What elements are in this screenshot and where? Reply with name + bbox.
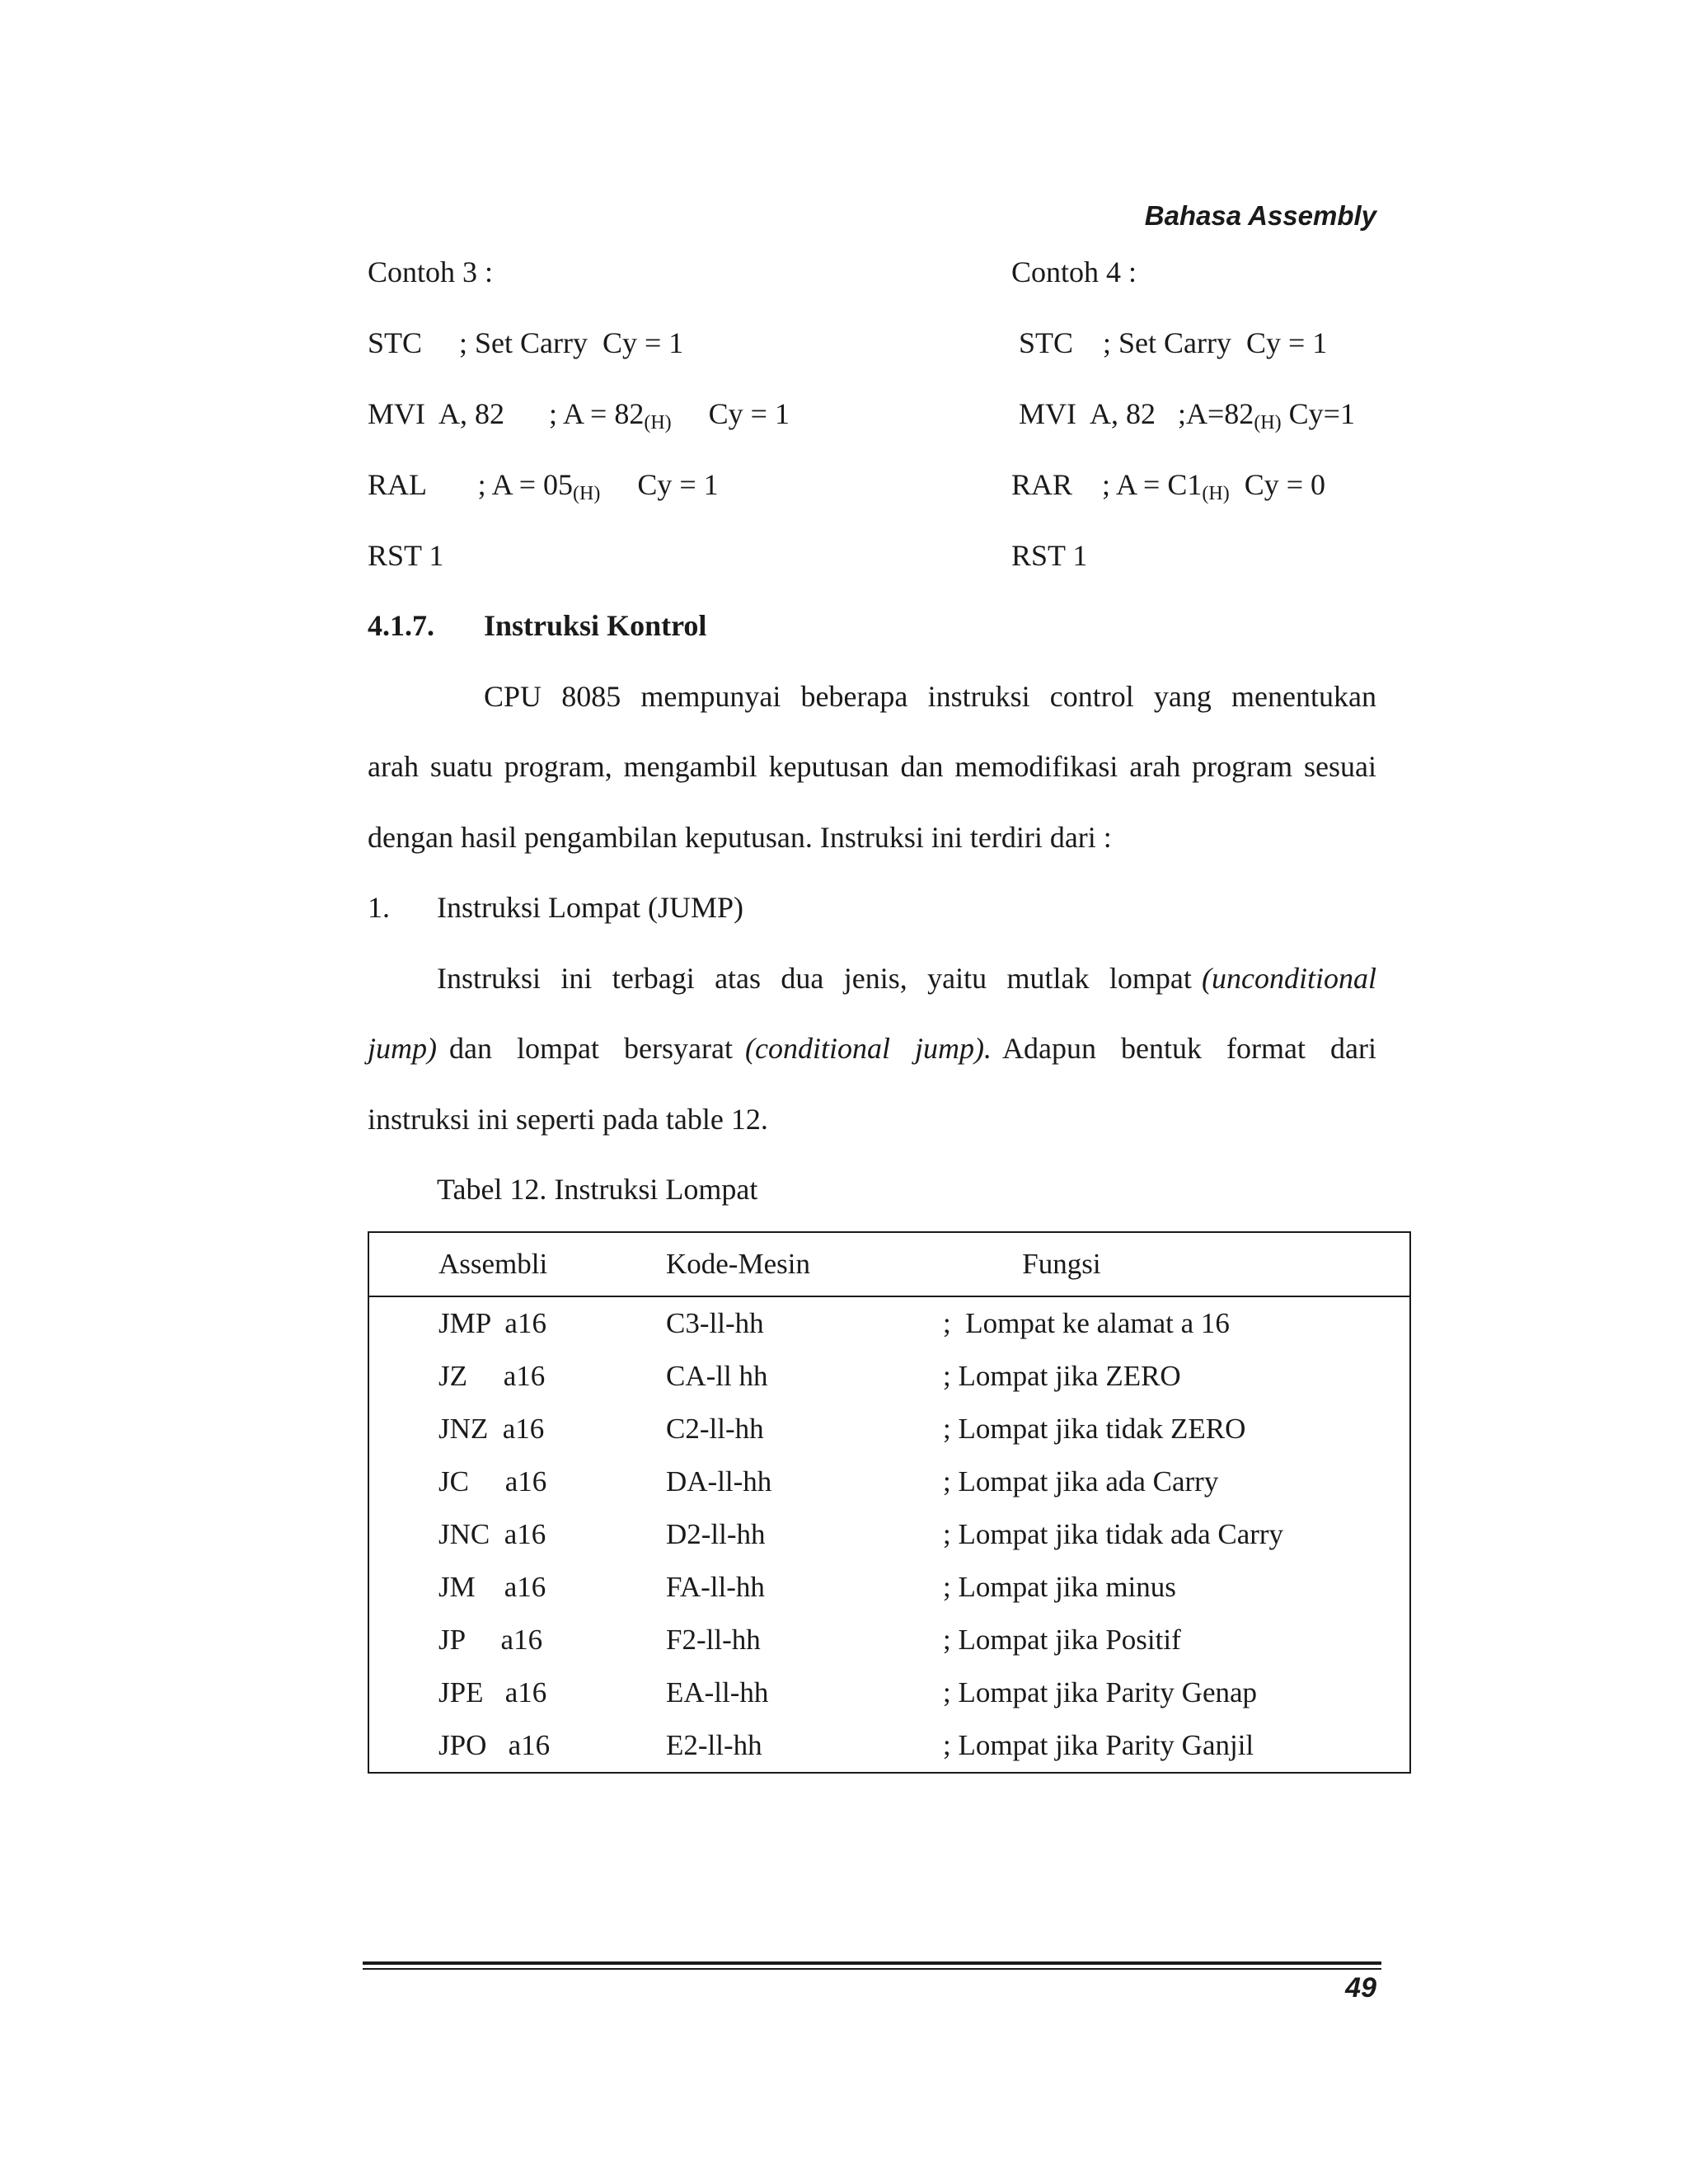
table-row: [368, 1455, 1410, 1508]
list-item-text: Instruksi Lompat (JUMP): [437, 891, 743, 924]
table-row: [368, 1508, 1410, 1561]
example4-line3: RAR ; $A = C1_{(H)}$ Cy = 0: [1011, 468, 1326, 504]
table-row: [368, 1403, 1410, 1455]
cell-assembli: JPE a16: [438, 1676, 547, 1708]
list-item-number: 1.: [368, 891, 390, 924]
jump-para-line3: instruksi ini seperti pada table 12.: [368, 1103, 768, 1136]
column-header-kode-mesin: Kode-Mesin: [666, 1232, 943, 1296]
example4-line1: STC ; Set Carry Cy = 1: [1019, 326, 1328, 359]
cell-kode-mesin: CA-ll hh: [666, 1360, 768, 1392]
cell-assembli: JPO a16: [438, 1729, 551, 1761]
example3-line4: RST 1: [368, 539, 444, 572]
cell-kode-mesin: C3-ll-hh: [666, 1307, 764, 1339]
table-header-row: [368, 1232, 1410, 1296]
page-number: 49: [1345, 1972, 1376, 2004]
cell-kode-mesin: C2-ll-hh: [666, 1413, 764, 1445]
jump-para-line2: jump) dan lompat bersyarat (conditional jump). Adapun bentuk format dari: [368, 1032, 1376, 1065]
example3-line1: STC ; Set Carry Cy = 1: [368, 326, 684, 359]
table-row: [368, 1614, 1410, 1666]
cell-fungsi: ; Lompat jika ada Carry: [943, 1465, 1219, 1497]
cell-kode-mesin: EA-ll-hh: [666, 1676, 769, 1708]
cell-assembli: JP a16: [438, 1624, 543, 1656]
intro-line2: arah suatu program, mengambil keputusan dan memodifikasi arah program sesuai: [368, 750, 1376, 783]
section-title: Instruksi Kontrol: [484, 609, 707, 642]
example3-title: Contoh 3 :: [368, 255, 494, 288]
cell-assembli: JC a16: [438, 1465, 547, 1497]
intro-line1: CPU 8085 mempunyai beberapa instruksi control yang menentukan: [484, 680, 1376, 713]
jump-para-line1: Instruksi ini terbagi atas dua jenis, yaitu mutlak lompat (unconditional: [437, 962, 1376, 995]
cell-fungsi: ; Lompat jika ZERO: [943, 1360, 1181, 1392]
cell-kode-mesin: DA-ll-hh: [666, 1465, 772, 1497]
cell-assembli: JM a16: [438, 1571, 546, 1603]
example4-line4: RST 1: [1011, 539, 1088, 572]
table-row: [368, 1719, 1410, 1773]
cell-assembli: JNZ a16: [438, 1413, 545, 1445]
cell-fungsi: ; Lompat jika tidak ZERO: [943, 1413, 1246, 1445]
table-caption: Tabel 12. Instruksi Lompat: [437, 1173, 758, 1206]
cell-fungsi: ; Lompat jika Positif: [943, 1624, 1181, 1656]
example3-line2: MVI A, 82 ; $A = 82_{(H)}$ Cy = 1: [368, 397, 790, 434]
jump-instruction-table: [368, 1231, 1411, 1774]
running-header: Bahasa Assembly: [1144, 200, 1376, 231]
footer-rule-thick: [363, 1961, 1381, 1965]
cell-assembli: JMP a16: [438, 1307, 546, 1339]
table-row: [368, 1666, 1410, 1719]
example4-title: Contoh 4 :: [1011, 255, 1137, 288]
cell-fungsi: ; Lompat jika Parity Genap: [943, 1676, 1258, 1708]
cell-assembli: JZ a16: [438, 1360, 546, 1392]
table-row: [368, 1350, 1410, 1403]
intro-line3: dengan hasil pengambilan keputusan. Instruksi ini terdiri dari :: [368, 821, 1112, 854]
column-header-fungsi: Fungsi: [943, 1232, 1410, 1296]
cell-fungsi: ; Lompat jika minus: [943, 1571, 1176, 1603]
cell-kode-mesin: F2-ll-hh: [666, 1624, 761, 1656]
cell-fungsi: ; Lompat ke alamat a 16: [943, 1307, 1230, 1339]
table-row: [368, 1561, 1410, 1614]
section-number: 4.1.7.: [368, 609, 434, 642]
example3-line3: RAL ; $A = 05_{(H)}$ Cy = 1: [368, 468, 719, 504]
column-header-assembli: Assembli: [368, 1232, 666, 1296]
table-row: [368, 1296, 1410, 1350]
cell-fungsi: ; Lompat jika Parity Ganjil: [943, 1729, 1254, 1761]
cell-fungsi: ; Lompat jika tidak ada Carry: [943, 1518, 1284, 1550]
cell-kode-mesin: E2-ll-hh: [666, 1729, 762, 1761]
footer-rule-thin: [363, 1968, 1381, 1970]
cell-assembli: JNC a16: [438, 1518, 546, 1550]
cell-kode-mesin: FA-ll-hh: [666, 1571, 765, 1603]
cell-kode-mesin: D2-ll-hh: [666, 1518, 766, 1550]
example4-line2: MVI A, 82 $;A=82_{(H)}$ Cy=1: [1019, 397, 1355, 434]
